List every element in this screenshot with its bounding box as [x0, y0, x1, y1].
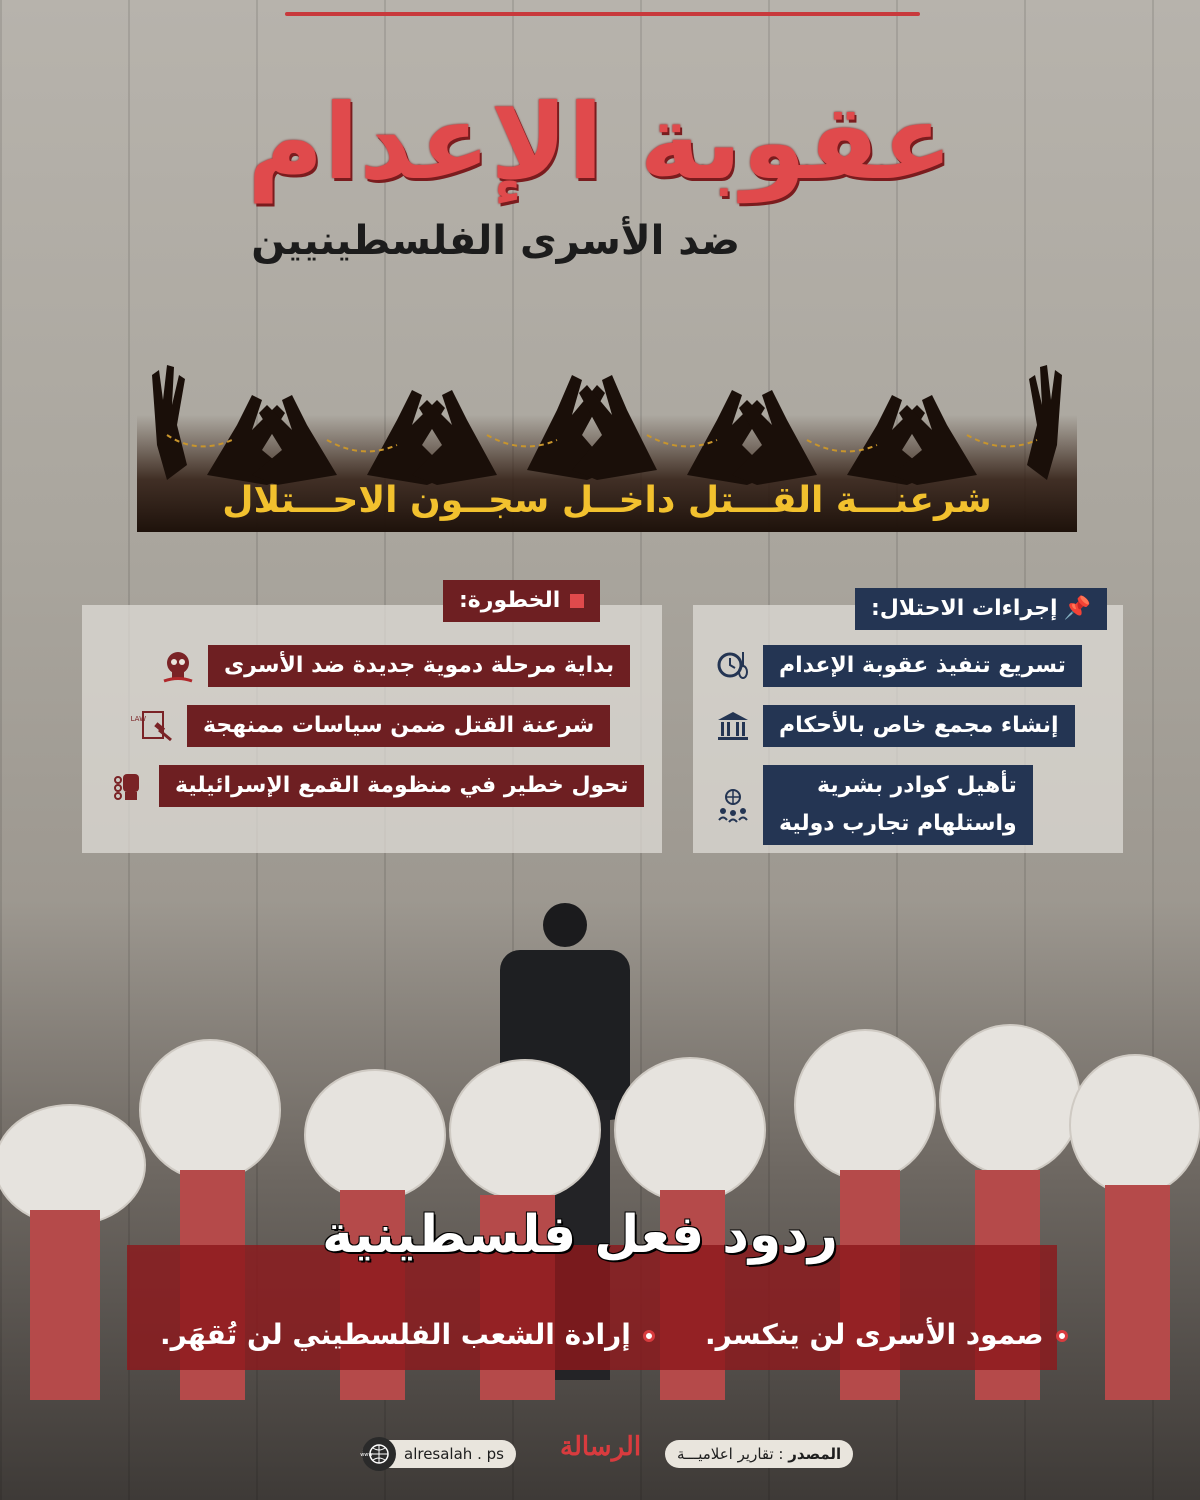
danger-item-3	[109, 765, 644, 807]
action-item-label: تسريع تنفيذ عقوبة الإعدام	[763, 645, 1082, 687]
danger-heading-text: الخطورة:	[459, 588, 561, 613]
action-item-1	[713, 645, 1082, 687]
pin-icon: 📌	[1063, 596, 1091, 621]
reaction-item-text: صمود الأسرى لن ينكسر.	[705, 1318, 1044, 1351]
danger-item-2	[130, 705, 610, 747]
reaction-item-1	[705, 1318, 1068, 1351]
website-pill[interactable]: alresalah . ps	[362, 1440, 516, 1468]
brand-logo: الرسالة	[560, 1432, 642, 1462]
action-item-line1: تأهيل كوادر بشرية	[817, 773, 1017, 798]
action-item-label	[763, 765, 1033, 845]
danger-item-label: تحول خطير في منظومة القمع الإسرائيلية	[159, 765, 644, 807]
danger-item-label: شرعنة القتل ضمن سياسات ممنهجة	[187, 705, 610, 747]
top-accent-line	[285, 12, 920, 16]
clock-noose-icon	[713, 646, 753, 686]
globe-icon	[362, 1437, 396, 1471]
source-pill	[665, 1440, 853, 1468]
svg-text:www: www	[360, 1452, 373, 1458]
danger-item-label: بداية مرحلة دموية جديدة ضد الأسرى	[208, 645, 630, 687]
reaction-item-2	[160, 1318, 655, 1351]
action-item-2	[713, 705, 1075, 747]
source-value: : تقارير اعلاميـــة	[677, 1445, 784, 1463]
source-label: المصدر	[788, 1445, 842, 1463]
bullet-dot-icon	[643, 1330, 655, 1342]
fist-chain-icon	[109, 766, 149, 806]
banner-title: شرعنـــة القـــتل داخــل سجــون الاحـــتلال	[222, 480, 992, 521]
danger-item-1	[158, 645, 630, 687]
square-bullet-icon	[570, 594, 584, 608]
bullet-dot-icon	[1056, 1330, 1068, 1342]
reactions-title: ردود فعل فلسطينية	[322, 1205, 838, 1265]
danger-panel-heading	[443, 580, 600, 622]
courthouse-icon	[713, 706, 753, 746]
svg-text:LAW: LAW	[130, 715, 146, 723]
action-item-3	[713, 765, 1033, 845]
globe-people-icon	[713, 785, 753, 825]
actions-panel-heading	[855, 588, 1107, 630]
actions-heading-text: إجراءات الاحتلال:	[871, 596, 1058, 621]
page-title: عقوبة الإعدام	[247, 81, 953, 203]
reaction-item-text: إرادة الشعب الفلسطيني لن تُقهَر.	[160, 1318, 631, 1351]
action-item-label: إنشاء مجمع خاص بالأحكام	[763, 705, 1075, 747]
action-item-line2: واستلهام تجارب دولية	[779, 811, 1017, 836]
page-subtitle: ضد الأسرى الفلسطينيين	[251, 218, 740, 264]
skull-icon	[158, 646, 198, 686]
law-book-icon	[130, 706, 177, 746]
